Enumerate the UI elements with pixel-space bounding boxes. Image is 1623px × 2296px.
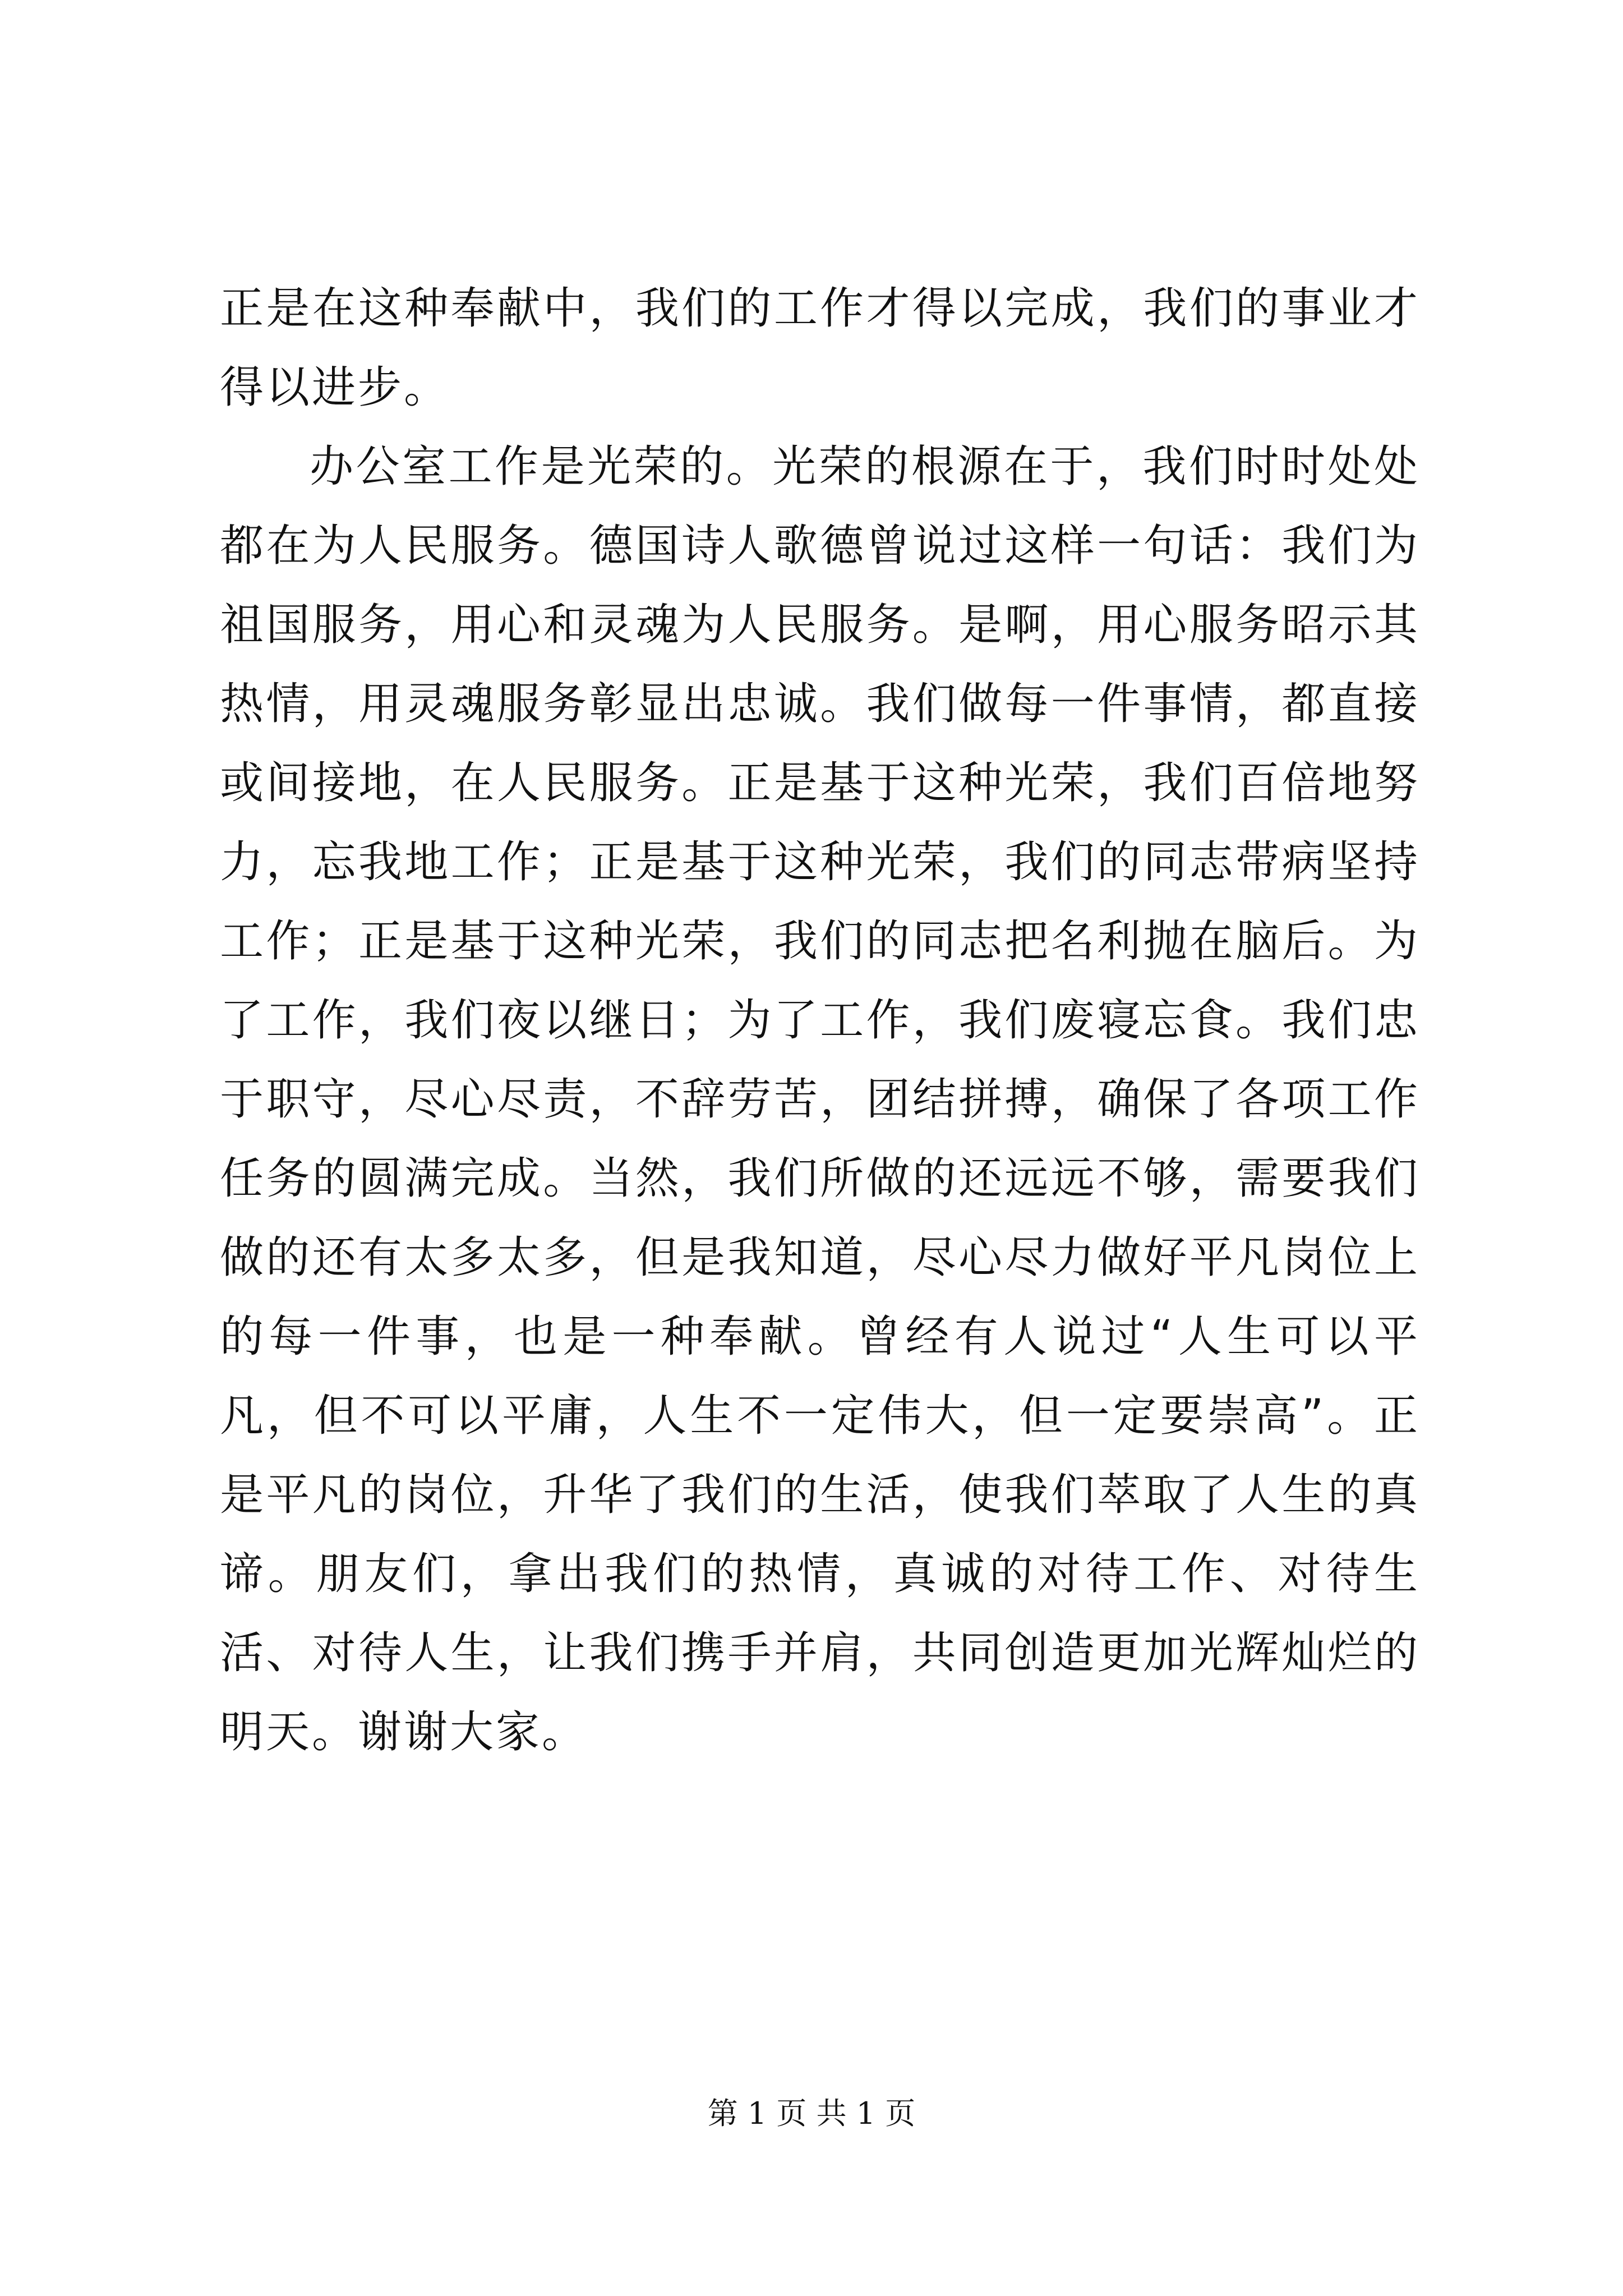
paragraph-2: 办公室工作是光荣的。光荣的根源在于，我们时时处处都在为人民服务。德国诗人歌德曾说过这样一句话：我们为祖国服务，用心和灵魂为人民服务。是啊，用心服务昭示其热情，用灵魂服务彰显出忠诚。我们做每一件事情，都直接或间接地，在人民服务。正是基于这种光荣，我们百倍地努力，忘我地工作；正是基于这种光荣，我们的同志带病坚持工作；正是基于这种光荣，我们的同志把名利抛在脑后。为了工作，我们夜以继日；为了工作，我们废寝忘食。我们忠于职守，尽心尽责，不辞劳苦，团结拼搏，确保了各项工作任务的圆满完成。当然，我们所做的还远远不够，需要我们做的还有太多太多，但是我知道，尽心尽力做好平凡岗位上的每一件事，也是一种奉献。曾经有人说过“人生可以平凡，但不可以平庸，人生不一定伟大，但一定要崇高”。正是平凡的岗位，升华了我们的生活，使我们萃取了人生的真谛。朋友们，拿出我们的热情，真诚的对待工作、对待生活、对待人生，让我们携手并肩，共同创造更加光辉灿烂的明天。谢谢大家。 [220,441,1420,1757]
document-body [220,269,1420,1772]
paragraph-1: 正是在这种奉献中，我们的工作才得以完成，我们的事业才得以进步。 [220,283,1420,413]
page-footer: 第 1 页 共 1 页 [707,2096,916,2131]
